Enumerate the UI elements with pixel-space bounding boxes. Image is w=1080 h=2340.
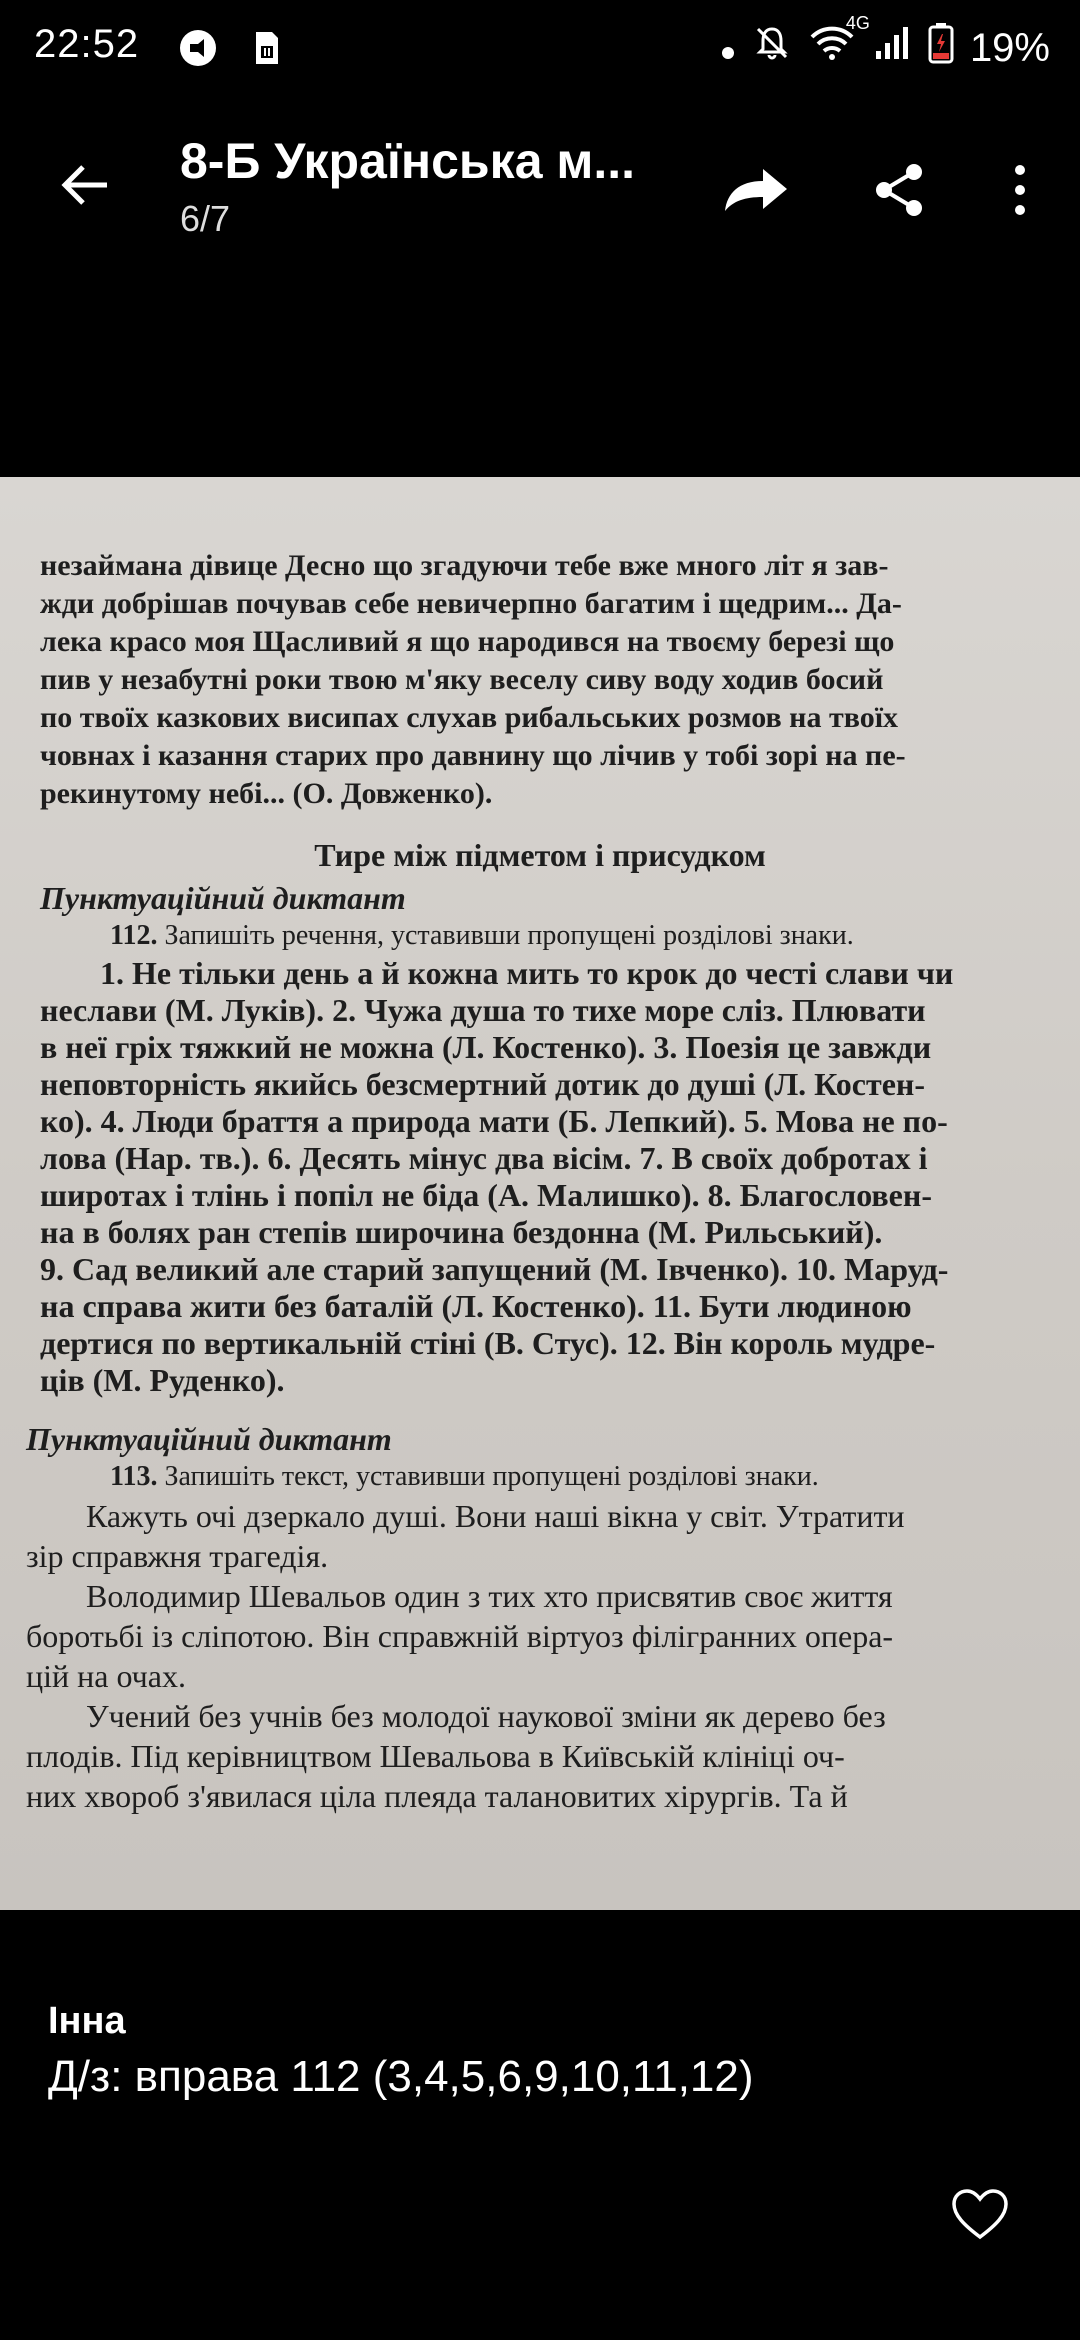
forward-share-icon	[721, 165, 791, 215]
share-icon	[872, 162, 928, 218]
more-options-button[interactable]	[980, 150, 1060, 230]
paragraph-block	[40, 547, 1040, 813]
status-time: 22:52	[34, 22, 140, 66]
heart-icon	[950, 2187, 1010, 2241]
exercise-number: 112.	[110, 920, 158, 951]
document-photo[interactable]	[0, 477, 1080, 1910]
paragraph-line: по твоїх казкових висипах слухав рибальських розмов на твоїх	[40, 701, 899, 734]
text-line: плодів. Під керівництвом Шевальова в Київській клініці оч-	[26, 1738, 845, 1774]
notification-icon	[178, 28, 218, 68]
status-right-group	[720, 13, 1050, 74]
dictation-heading: Пунктуаційний диктант	[40, 880, 406, 916]
battery-percent: 19%	[969, 25, 1050, 70]
back-arrow-icon	[57, 157, 113, 213]
comment-text: Д/з: вправа 112 (3,4,5,6,9,10,11,12)	[48, 2052, 754, 2101]
exercise-instruction: Запишіть текст, уставивши пропущені розділові знаки.	[164, 1461, 819, 1492]
exercise-113-heading	[40, 1458, 1040, 1496]
app-bar	[0, 120, 1080, 250]
sim-icon	[246, 28, 286, 68]
dictation-heading-2: Пунктуаційний диктант	[26, 1421, 392, 1457]
paragraph-line: рекинутому небі... (О. Довженко).	[40, 777, 493, 810]
text-line: боротьбі із сліпотою. Він справжній віртуоз філігранних опера-	[26, 1618, 894, 1654]
sentence-line: широтах і тлінь і попіл не біда (А. Малишко). 8. Благословен-	[40, 1177, 932, 1213]
dot-icon	[720, 26, 736, 71]
sentence-line: лова (Нар. тв.). 6. Десять мінус два вісім. 7. В своїх добротах і	[40, 1140, 928, 1176]
page-counter: 6/7	[180, 198, 231, 239]
signal-icon	[872, 23, 912, 73]
sentence-line: 9. Сад великий але старий запущений (М. Івченко). 10. Маруд-	[40, 1251, 949, 1287]
paragraph-line: лека красо моя Щасливий я що народився на твоєму березі що	[40, 625, 895, 658]
exercise-112-heading	[40, 917, 1040, 955]
sentence-line: неслави (М. Луків). 2. Чужа душа то тихе море сліз. Плювати	[40, 992, 926, 1028]
text-line: них хвороб з'явилася ціла плеяда талановитих хірургів. Та й	[26, 1778, 848, 1814]
battery-icon	[928, 22, 954, 74]
paragraph-line: човнах і казання старих про давнину що лічив у тобі зорі на пе-	[40, 739, 906, 772]
section-title: Тире між підметом і присудком	[314, 837, 766, 873]
text-113-block	[26, 1496, 1040, 1816]
text-line: Кажуть очі дзеркало душі. Вони наші вікна у світ. Утратити	[86, 1498, 905, 1534]
like-button[interactable]	[944, 2178, 1016, 2250]
sentence-line: 1. Не тільки день а й кожна мить то крок до честі слави чи	[100, 955, 954, 991]
status-bar	[0, 0, 1080, 96]
paragraph-line: жди добрішав почував себе невичерпно багатим і щедрим... Да-	[40, 587, 902, 620]
sentence-line: на в болях ран степів широчина бездонна (М. Рильський).	[40, 1214, 883, 1250]
network-type: 4G	[845, 13, 870, 33]
back-button[interactable]	[50, 150, 120, 220]
textbook-page-text	[26, 547, 1040, 1816]
share-button[interactable]	[860, 150, 940, 230]
mute-icon	[752, 23, 792, 73]
paragraph-line: пив у незабутні роки твою м'яку веселу сиву воду ходив босий	[40, 663, 884, 696]
exercise-instruction: Запишіть речення, уставивши пропущені розділові знаки.	[164, 920, 854, 951]
sentence-line: в неї гріх тяжкий не можна (Л. Костенко). 3. Поезія це завжди	[40, 1029, 932, 1065]
text-line: Володимир Шевальов один з тих хто присвятив своє життя	[86, 1578, 893, 1614]
sentence-line: ців (М. Руденко).	[40, 1362, 285, 1398]
comment-author: Інна	[48, 2000, 126, 2042]
text-line: зір справжня трагедія.	[26, 1538, 329, 1574]
sentence-line: дертися по вертикальній стіні (В. Стус). 12. Він король мудре-	[40, 1325, 936, 1361]
sentences-block	[40, 955, 1040, 1399]
sentence-line: неповторність якийсь безсмертний дотик до душі (Л. Костен-	[40, 1066, 925, 1102]
text-line: цій на очах.	[26, 1658, 186, 1694]
sentence-line: ко). 4. Люди браття а природа мати (Б. Лепкий). 5. Мова не по-	[40, 1103, 948, 1139]
paragraph-line: незаймана дівице Десно що згадуючи тебе вже много літ я зав-	[40, 549, 889, 582]
sentence-line: на справа жити без баталій (Л. Костенко). 11. Бути людиною	[40, 1288, 912, 1324]
exercise-number: 113.	[110, 1461, 158, 1492]
wifi-icon	[808, 13, 870, 73]
document-title: 8-Б Українська м...	[180, 133, 636, 189]
forward-button[interactable]	[716, 150, 796, 230]
more-icon	[1010, 162, 1030, 218]
text-line: Учений без учнів без молодої наукової зміни як дерево без	[86, 1698, 886, 1734]
